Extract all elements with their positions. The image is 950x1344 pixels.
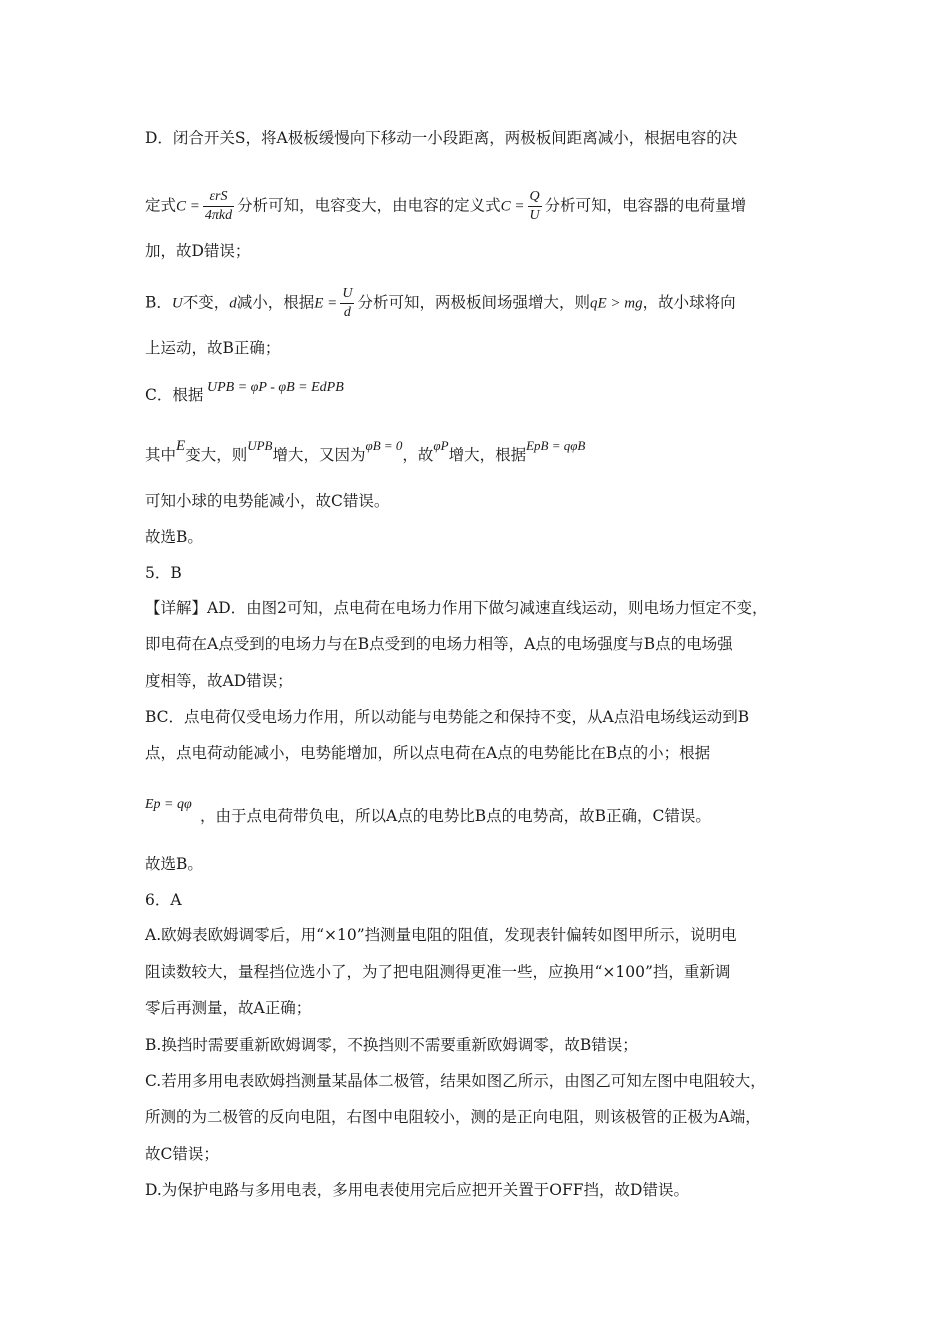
q4-c-line1: C．根据 [145, 386, 204, 404]
eq-capacitance-fraction [203, 190, 234, 223]
q5-line2: 即电荷在A点受到的电场力与在B点受到的电场力相等，A点的电场强度与B点的电场强 [145, 635, 733, 653]
var-d: d [229, 295, 237, 312]
text: 定式 [145, 196, 177, 215]
eq-E-label: E = [314, 295, 338, 312]
q5-answer: 故选B。 [145, 855, 203, 873]
q4-c-line3: 可知小球的电势能减小，故C错误。 [145, 492, 390, 510]
text: B． [145, 293, 172, 312]
eq-epb: EpB = qφB [526, 438, 586, 453]
q4-answer: 故选B。 [145, 528, 203, 546]
q4-d-line2 [145, 190, 810, 223]
q6-a-line3: 零后再测量，故A正确； [145, 999, 312, 1017]
text: 分析可知，电容变大，由电容的定义式 [237, 196, 501, 215]
q6-number: 6．A [145, 891, 182, 909]
eq-C-label: C = [176, 198, 200, 215]
q6-b-line1: B.换挡时需要重新欧姆调零，不换挡则不需要重新欧姆调零，故B错误； [145, 1036, 638, 1054]
q6-a-line2: 阻读数较大，量程挡位选小了，为了把电阻测得更准一些，应换用“×100”挡，重新调 [145, 963, 731, 981]
text: ，故小球将向 [642, 293, 736, 312]
eq-C-label-2: C = [500, 198, 525, 215]
q4-b-line1 [145, 287, 810, 320]
text: 增大，又因为 [272, 446, 366, 464]
q5-line5: 点，点电荷动能减小，电势能增加，所以点电荷在A点的电势能比在B点的小；根据 [145, 744, 711, 762]
q6-d-line1: D.为保护电路与多用电表，多用电表使用完后应把开关置于OFF挡，故D错误。 [145, 1181, 689, 1199]
text: ，故 [402, 446, 434, 464]
q5-line1: 【详解】AD．由图2可知，点电荷在电场力作用下做匀减速直线运动，则电场力恒定不变， [145, 599, 768, 617]
q4-d-line1: D．闭合开关S，将A极板缓慢向下移动一小段距离，两极板间距离减小，根据电容的决 [145, 129, 738, 147]
q5-line6: ，由于点电荷带负电，所以A点的电势比B点的电势高，故B正确，C错误。 [200, 807, 711, 825]
var-E: E [176, 438, 186, 454]
eq-ep: Ep = qφ [145, 797, 192, 812]
eq-def-num: Q [528, 190, 542, 207]
q6-c-line3: 故C错误； [145, 1145, 219, 1163]
q5-number: 5．B [145, 564, 182, 582]
q4-d-line3: 加，故D错误； [145, 242, 251, 260]
q4-b-line2: 上运动，故B正确； [145, 339, 281, 357]
eq-def-fraction [528, 190, 542, 223]
q5-line4: BC．点电荷仅受电场力作用，所以动能与电势能之和保持不变，从A点沿电场线运动到B [145, 708, 750, 726]
eq-field-den: d [343, 305, 351, 320]
eq-capacitance-den: 4πkd [204, 208, 233, 223]
text: 分析可知，两极板间场强增大，则 [357, 293, 590, 312]
text: 其中 [145, 446, 177, 464]
text: 分析可知，电容器的电荷量增 [544, 196, 747, 215]
q4-c-line2 [145, 438, 810, 467]
q6-c-line1: C.若用多用电表欧姆挡测量某晶体二极管，结果如图乙所示，由图乙可知左图中电阻较大， [145, 1072, 766, 1090]
eq-upb: UPB = φP - φB = EdPB [207, 380, 344, 395]
eq-phib: φB = 0 [365, 438, 403, 453]
text: 不变， [182, 293, 230, 312]
text: 变大，则 [185, 446, 248, 464]
var-Upb: UPB [247, 438, 273, 453]
var-U: U [171, 295, 183, 312]
eq-def-den: U [529, 208, 540, 223]
q6-a-line1: A.欧姆表欧姆调零后，用“×10”挡测量电阻的阻值，发现表针偏转如图甲所示，说明电 [145, 926, 737, 944]
text: 减小，根据 [236, 293, 315, 312]
q6-c-line2: 所测的为二极管的反向电阻，右图中电阻较小，测的是正向电阻，则该极管的正极为A端， [145, 1108, 761, 1126]
eq-capacitance-num: εrS [203, 190, 234, 207]
eq-field-num: U [340, 287, 354, 304]
var-phip: φP [433, 438, 449, 453]
eq-force: qE > mg [589, 295, 643, 312]
q5-line3: 度相等，故AD错误； [145, 672, 293, 690]
eq-field-fraction [340, 287, 354, 320]
text: 增大，根据 [448, 446, 527, 464]
